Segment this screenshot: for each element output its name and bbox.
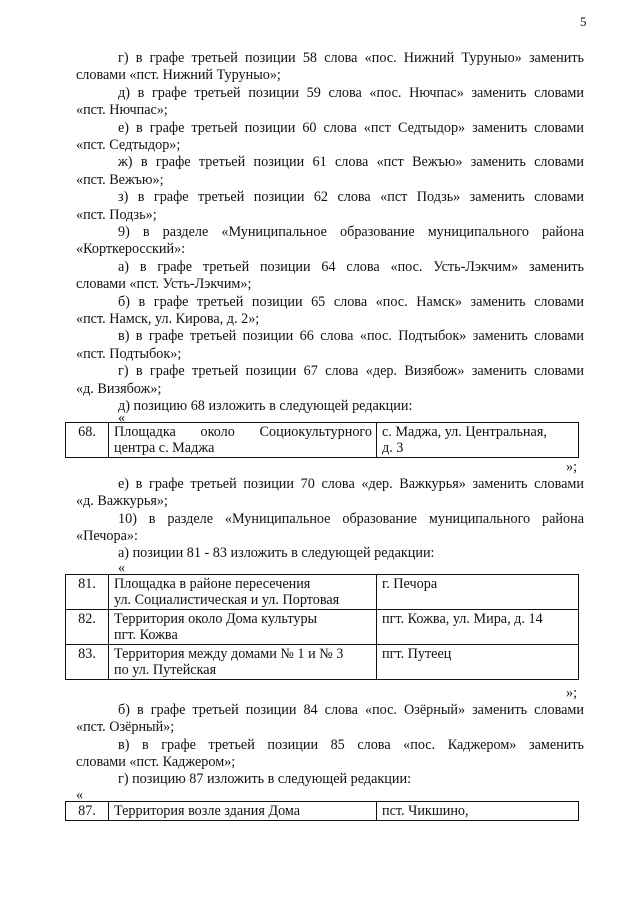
place-line: центра с. Маджа <box>114 440 215 456</box>
place-line: пгт. Кожва <box>114 627 178 643</box>
table-row <box>66 802 579 821</box>
quote-open-2: « <box>118 560 126 576</box>
place-line: Площадка в районе пересечения <box>114 576 311 592</box>
paragraph-line: словами «пст. Каджером»; <box>76 754 236 770</box>
place-cell: Территория возле здания Дома <box>109 802 377 821</box>
place-cell <box>109 645 377 680</box>
quote-open-3: « <box>76 787 84 803</box>
address-cell: пгт. Кожва, ул. Мира, д. 14 <box>377 610 579 645</box>
paragraph-line: б) в графе третьей позиции 65 слова «пос. Намск» заменить словами <box>118 294 584 310</box>
paragraph-line: «пст. Озёрный»; <box>76 719 175 735</box>
address-cell: г. Печора <box>377 575 579 610</box>
paragraph-line: «пст. Вежъю»; <box>76 172 164 188</box>
paragraph-line: в) в графе третьей позиции 66 слова «пос. Подтыбок» заменить словами <box>118 328 584 344</box>
paragraph-line: «д. Важкурья»; <box>76 493 168 509</box>
paragraph-line: д) в графе третьей позиции 59 слова «пос. Нючпас» заменить словами <box>118 85 584 101</box>
table-positions-81-83 <box>65 574 579 680</box>
address-line: д. 3 <box>382 440 404 456</box>
address-line: с. Маджа, ул. Центральная, <box>382 424 547 440</box>
place-cell <box>109 610 377 645</box>
place-line: Территория около Дома культуры <box>114 611 318 627</box>
address-cell <box>377 423 579 458</box>
paragraph-line: е) в графе третьей позиции 60 слова «пст Седтыдор» заменить словами <box>118 120 584 136</box>
table-position-68 <box>65 422 579 458</box>
paragraph-line: ж) в графе третьей позиции 61 слова «пст Вежъю» заменить словами <box>118 154 584 170</box>
paragraph-line: д) позицию 68 изложить в следующей редакции: <box>118 398 413 414</box>
paragraph-line: «Корткеросский»: <box>76 241 186 257</box>
paragraph-line: словами «пст. Усть-Лэкчим»; <box>76 276 252 292</box>
paragraph-line: «пст. Седтыдор»; <box>76 137 181 153</box>
paragraph-line: е) в графе третьей позиции 70 слова «дер. Важкурья» заменить словами <box>118 476 584 492</box>
paragraph-line: «пст. Намск, ул. Кирова, д. 2»; <box>76 311 260 327</box>
row-number: 82. <box>66 610 109 645</box>
paragraph-line: 9) в разделе «Муниципальное образование муниципального района <box>118 224 584 240</box>
table-position-87 <box>65 801 579 821</box>
row-number: 87. <box>66 802 109 821</box>
address-cell: пгт. Путеец <box>377 645 579 680</box>
paragraph-line: «д. Визябож»; <box>76 381 162 397</box>
place-line: Территория между домами № 1 и № 3 <box>114 646 344 662</box>
row-number: 81. <box>66 575 109 610</box>
place-line: по ул. Путейская <box>114 662 217 678</box>
place-cell <box>109 423 377 458</box>
paragraph-line: «пст. Подтыбок»; <box>76 346 182 362</box>
quote-close-1: »; <box>566 459 578 475</box>
quote-close-2: »; <box>566 685 578 701</box>
paragraph-line: словами «пст. Нижний Туруныо»; <box>76 67 281 83</box>
place-line: ул. Социалистическая и ул. Портовая <box>114 592 340 608</box>
row-number: 68. <box>66 423 109 458</box>
paragraph-line: «Печора»: <box>76 528 138 544</box>
paragraph-line: 10) в разделе «Муниципальное образование муниципального района <box>118 511 584 527</box>
place-line: Площадка около Социокультурного <box>114 424 372 440</box>
quote-open-1: « <box>118 410 126 426</box>
paragraph-line: г) в графе третьей позиции 67 слова «дер. Визябож» заменить словами <box>118 363 584 379</box>
table-row <box>66 610 579 645</box>
paragraph-line: «пст. Подзь»; <box>76 207 157 223</box>
paragraph-line: г) в графе третьей позиции 58 слова «пос. Нижний Туруныо» заменить <box>118 50 584 66</box>
paragraph-line: «пст. Нючпас»; <box>76 102 168 118</box>
paragraph-line: а) в графе третьей позиции 64 слова «пос. Усть-Лэкчим» заменить <box>118 259 584 275</box>
place-cell <box>109 575 377 610</box>
paragraph-line: з) в графе третьей позиции 62 слова «пст Подзь» заменить словами <box>118 189 584 205</box>
paragraph-line: а) позиции 81 - 83 изложить в следующей редакции: <box>118 545 435 561</box>
table-row <box>66 645 579 680</box>
table-row <box>66 575 579 610</box>
page-number: 5 <box>580 14 587 29</box>
row-number: 83. <box>66 645 109 680</box>
paragraph-line: б) в графе третьей позиции 84 слова «пос. Озёрный» заменить словами <box>118 702 584 718</box>
address-cell: пст. Чикшино, <box>377 802 579 821</box>
paragraph-line: г) позицию 87 изложить в следующей редакции: <box>118 771 412 787</box>
paragraph-line: в) в графе третьей позиции 85 слова «пос. Каджером» заменить <box>118 737 584 753</box>
table-row <box>66 423 579 458</box>
